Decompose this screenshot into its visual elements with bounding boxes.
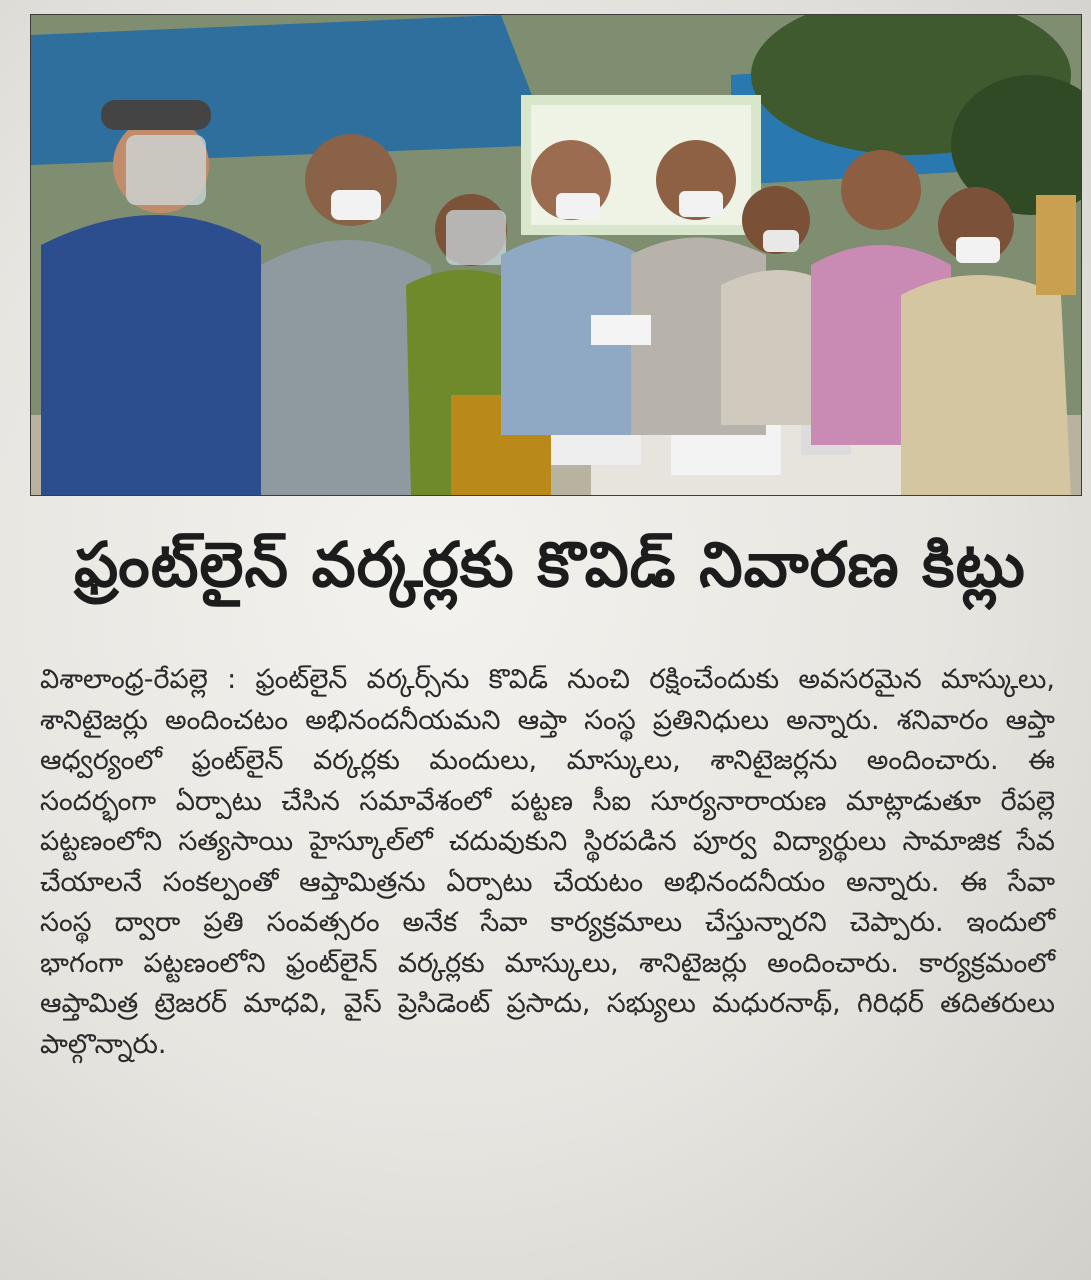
headline: ఫ్రంట్‌లైన్ వర్కర్లకు కొవిడ్ నివారణ కిట్లు (74, 528, 1026, 601)
news-photo (30, 14, 1082, 496)
article-text: ఫ్రంట్‌లైన్ వర్కర్స్‌ను కొవిడ్ నుంచి రక్షించేందుకు అవసరమైన మాస్కులు, శానిటైజర్లు అందించటం అభినందనీయమని ఆప్తా సంస్థ ప్రతినిధులు అన్నారు. శనివారం ఆప్తా ఆధ్వర్యంలో ఫ్రంట్‌లైన్ వర్కర్లకు మందులు, మాస్కులు, శానిటైజర్లను అందించారు. ఈ సందర్భంగా ఏర్పాటు చేసిన సమావేశంలో పట్టణ సీఐ సూర్యనారాయణ మాట్లాడుతూ రేపల్లె పట్టణంలోని సత్యసాయి హైస్కూల్‌లో చదువుకుని స్థిరపడిన పూర్వ విద్యార్థులు సామాజిక సేవ చేయాలనే సంకల్పంతో ఆప్తామిత్రను ఏర్పాటు చేయటం అభినందనీయం అన్నారు. ఈ సేవా సంస్థ ద్వారా ప్రతి సంవత్సరం అనేక సేవా కార్యక్రమాలు చేస్తున్నారని చెప్పారు. ఇందులో భాగంగా పట్టణంలోని ఫ్రంట్‌లైన్ వర్కర్లకు మాస్కులు, శానిటైజర్లు అందించారు. కార్యక్రమంలో ఆప్తామిత్ర ట్రెజరర్ మాధవి, వైస్ ప్రెసిడెంట్ ప్రసాదు, సభ్యులు మధురనాథ్, గిరిధర్ తదితరులు పాల్గొన్నారు. (40, 664, 1055, 1060)
article-body (40, 660, 1055, 1065)
dateline: విశాలాంధ్ర-రేపల్లె : (40, 664, 237, 695)
